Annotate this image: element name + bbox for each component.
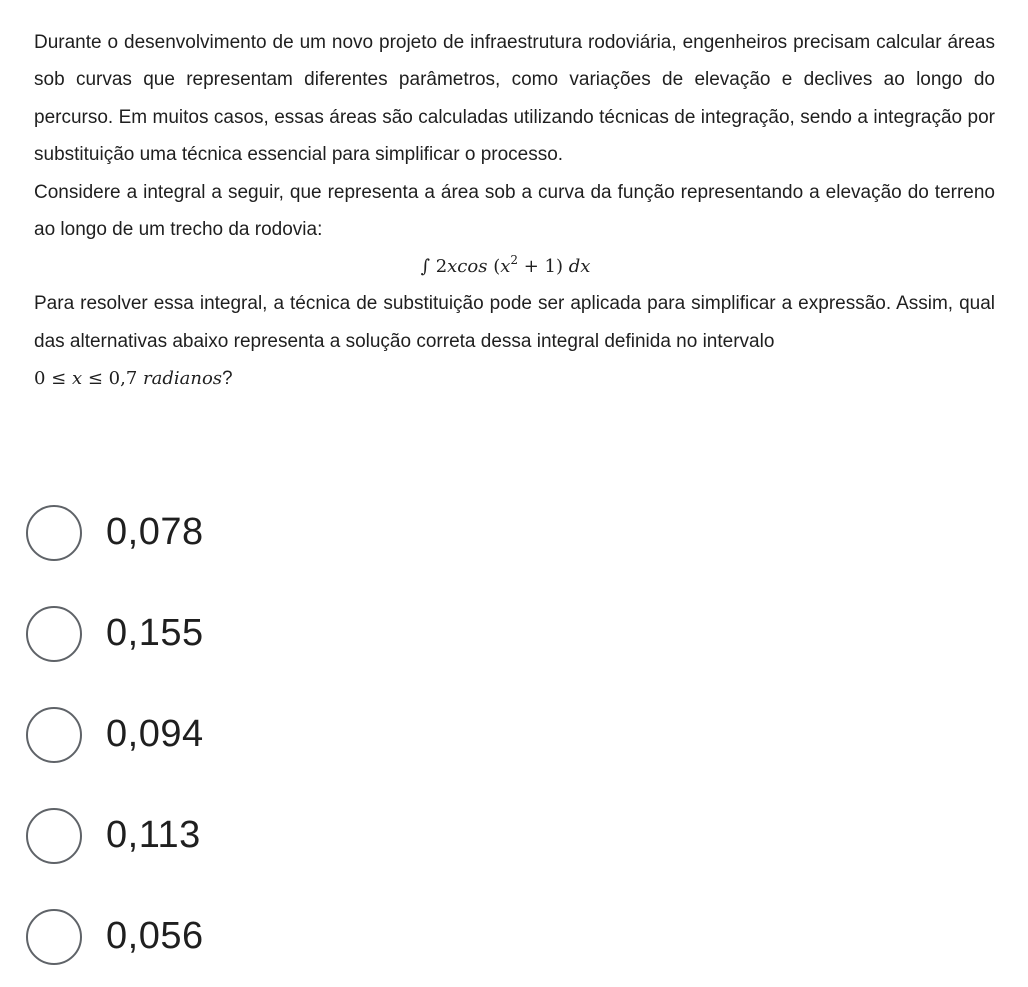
- radio-button-1[interactable]: [26, 505, 82, 561]
- answer-options: [26, 482, 626, 987]
- formula-function: xcos: [447, 256, 488, 278]
- interval-unit: radianos: [143, 368, 223, 390]
- answer-option-label: 0,113: [106, 814, 201, 856]
- formula-coefficient: 2: [435, 256, 448, 278]
- integral-sign: ∫: [420, 256, 430, 278]
- formula-dx: dx: [568, 256, 591, 278]
- radio-button-3[interactable]: [26, 707, 82, 763]
- answer-option-3[interactable]: [26, 684, 626, 785]
- answer-option-2[interactable]: [26, 583, 626, 684]
- formula-plus-one: + 1): [518, 256, 564, 278]
- answer-option-label: 0,094: [106, 713, 204, 755]
- question-prompt-text: Para resolver essa integral, a técnica de substituição pode ser aplicada para simplificar a expressão. Assim, qual das alternativas abaixo representa a solução correta dessa integral definida no intervalo: [34, 293, 995, 352]
- radio-button-2[interactable]: [26, 606, 82, 662]
- formula-open-paren: (: [493, 256, 501, 278]
- question-paragraph-integral: Considere a integral a seguir, que representa a área sob a curva da função representando a elevação do terreno ao longo de um trecho da rodovia:: [34, 181, 995, 241]
- answer-option-label: 0,078: [106, 511, 204, 553]
- question-paragraph-intro: Durante o desenvolvimento de um novo projeto de infraestrutura rodoviária, engenheiros precisam calcular áreas sob curvas que representam diferentes parâmetros, como variações de elevação e declives ao longo do percurso. Em muitos casos, essas áreas são calculadas utilizando técnicas de integração, sendo a integração por substituição uma técnica essencial para simplificar o processo.: [34, 32, 995, 166]
- integral-formula: [34, 248, 995, 285]
- interval-lower: 0 ≤: [34, 368, 72, 390]
- interval-variable: x: [71, 368, 83, 390]
- answer-option-label: 0,056: [106, 915, 204, 957]
- interval-upper: ≤ 0,7: [82, 368, 144, 390]
- answer-option-5[interactable]: [26, 886, 626, 987]
- interval-expression: [34, 368, 222, 389]
- formula-exponent: 2: [510, 253, 519, 268]
- radio-button-4[interactable]: [26, 808, 82, 864]
- answer-option-label: 0,155: [106, 612, 204, 654]
- answer-option-1[interactable]: [26, 482, 626, 583]
- formula-variable: x: [500, 256, 511, 278]
- answer-option-4[interactable]: [26, 785, 626, 886]
- question-mark: ?: [222, 368, 233, 390]
- question-paragraph-prompt: [34, 285, 995, 397]
- question-text: [34, 24, 995, 398]
- radio-button-5[interactable]: [26, 909, 82, 965]
